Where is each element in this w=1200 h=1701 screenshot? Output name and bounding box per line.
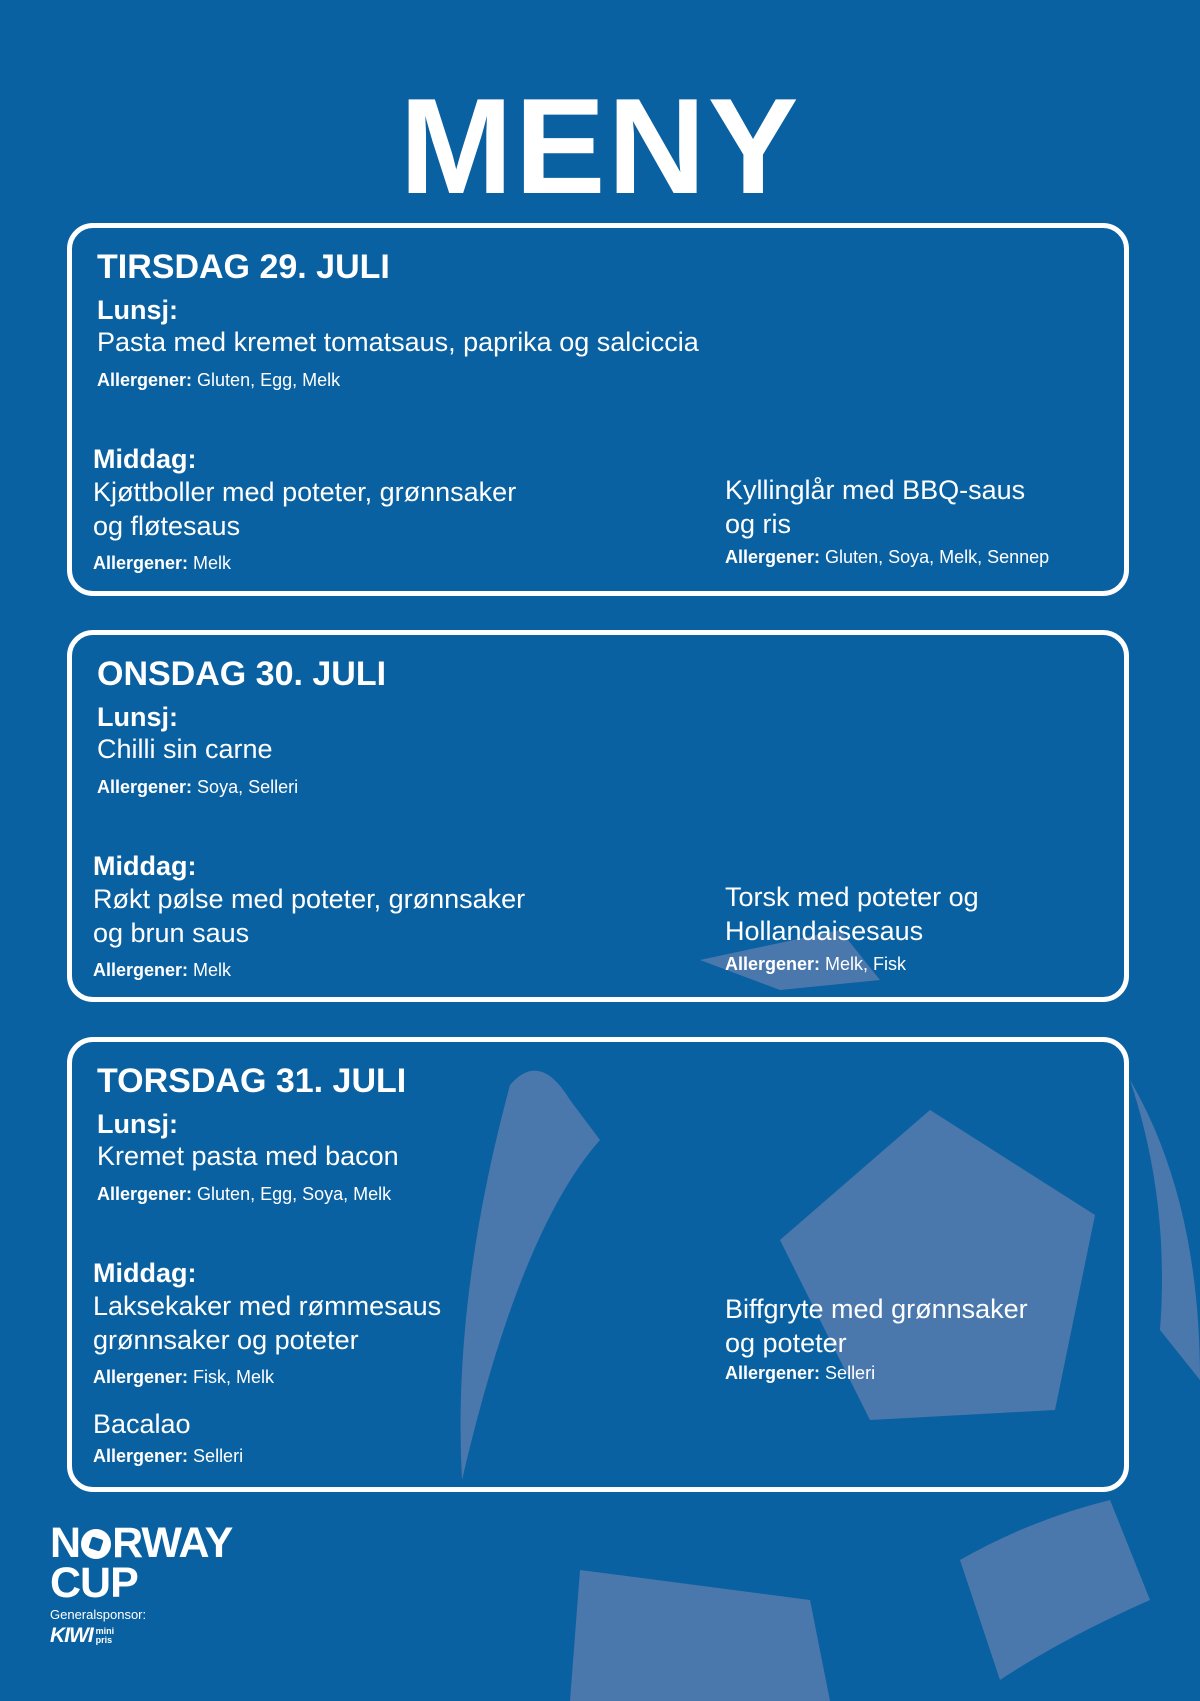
norway-cup-logo <box>50 1519 233 1648</box>
logo-line-1: N RWAY <box>50 1519 233 1567</box>
dinner-dish-1-allergens: Allergener: Melk <box>93 960 232 980</box>
soccer-ball-icon <box>81 1529 111 1559</box>
dinner-label: Middag: <box>93 1258 197 1288</box>
day-card-tuesday <box>67 223 1129 596</box>
dinner-dish-2-allergens: Allergener: Melk, Fisk <box>725 954 907 974</box>
lunch-label: Lunsj: <box>97 295 178 325</box>
dinner-dish-1: Laksekaker med rømmesaus grønnsaker og poteter <box>93 1291 442 1355</box>
dinner-dish-3-allergens: Allergener: Selleri <box>93 1446 244 1466</box>
day-heading: ONSDAG 30. JULI <box>97 655 387 693</box>
dinner-dish-2-allergens: Allergener: Selleri <box>725 1363 876 1383</box>
dinner-dish-2: Biffgryte med grønnsaker og poteter <box>725 1294 1028 1358</box>
lunch-label: Lunsj: <box>97 1109 178 1139</box>
dinner-label: Middag: <box>93 444 197 474</box>
page-title: MENY <box>399 70 801 222</box>
lunch-allergens: Allergener: Soya, Selleri <box>97 777 299 797</box>
dinner-dish-1-allergens: Allergener: Fisk, Melk <box>93 1367 275 1387</box>
dinner-dish-2-allergens: Allergener: Gluten, Soya, Melk, Sennep <box>725 547 1050 567</box>
lunch-allergens: Allergener: Gluten, Egg, Melk <box>97 370 341 390</box>
sponsor-logo <box>50 1624 232 1648</box>
day-card-wednesday <box>67 630 1129 1002</box>
dinner-dish-1: Kjøttboller med poteter, grønnsaker og fløtesaus <box>93 477 517 541</box>
lunch-label: Lunsj: <box>97 702 178 732</box>
dinner-dish-2: Kyllinglår med BBQ-saus og ris <box>725 475 1026 539</box>
dinner-dish-1: Røkt pølse med poteter, grønnsaker og brun saus <box>93 884 526 948</box>
lunch-dish: Pasta med kremet tomatsaus, paprika og salciccia <box>97 327 699 357</box>
sponsor-name: KIWI <box>50 1624 93 1647</box>
dinner-dish-2: Torsk med poteter og Hollandaisesaus <box>725 882 979 946</box>
day-card-thursday <box>67 1037 1129 1492</box>
sponsor-suffix: mini pris <box>95 1626 115 1645</box>
lunch-dish: Kremet pasta med bacon <box>97 1141 399 1171</box>
day-heading: TIRSDAG 29. JULI <box>97 248 390 286</box>
dinner-label: Middag: <box>93 851 197 881</box>
lunch-allergens: Allergener: Gluten, Egg, Soya, Melk <box>97 1184 392 1204</box>
dinner-dish-3: Bacalao <box>93 1409 191 1439</box>
lunch-dish: Chilli sin carne <box>97 734 273 764</box>
day-heading: TORSDAG 31. JULI <box>97 1062 407 1100</box>
dinner-dish-1-allergens: Allergener: Melk <box>93 553 232 573</box>
logo-line-2: CUP <box>50 1559 138 1607</box>
sponsor-label: Generalsponsor: <box>50 1607 147 1622</box>
